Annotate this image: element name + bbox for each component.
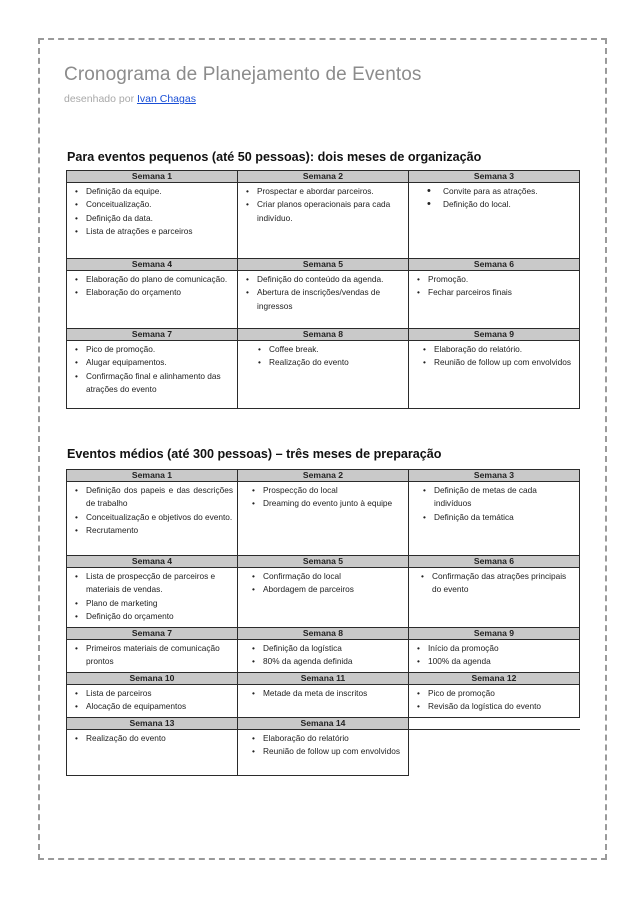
week-cell [238, 568, 409, 628]
task-item: • Recrutamento [71, 524, 233, 537]
week-header: Semana 2 [238, 470, 409, 482]
task-item: • Elaboração do orçamento [71, 286, 233, 299]
week-header: Semana 5 [238, 556, 409, 568]
task-item: • Definição do conteúdo da agenda. [242, 273, 404, 286]
task-item: • Definição de metas de cada indivíduos [419, 484, 575, 511]
task-item: • Reunião de follow up com envolvidos [419, 356, 575, 369]
task-item: • Confirmação das atrações principais do evento [417, 570, 575, 597]
small-events-table [66, 170, 580, 409]
week-cell [238, 482, 409, 556]
week-header: Semana 1 [67, 171, 238, 183]
task-item: • Alocação de equipamentos [71, 700, 233, 713]
week-header: Semana 2 [238, 171, 409, 183]
task-item: • Coffee break. [254, 343, 404, 356]
week-header: Semana 7 [67, 329, 238, 341]
author-link[interactable]: Ivan Chagas [136, 93, 196, 105]
week-header: Semana 1 [67, 470, 238, 482]
task-item: • 80% da agenda definida [248, 655, 404, 668]
week-header: Semana 13 [67, 718, 238, 730]
table-row [67, 640, 580, 673]
week-cell [67, 685, 238, 718]
week-header: Semana 4 [67, 556, 238, 568]
document-title: Cronograma de Planejamento de Eventos [64, 64, 422, 85]
small-events-title: Para eventos pequenos (até 50 pessoas): dois meses de organização [67, 150, 482, 164]
week-cell [409, 568, 580, 628]
task-item: • Elaboração do plano de comunicação. [71, 273, 233, 286]
week-cell [409, 640, 580, 673]
task-item: • Definição do local. [413, 198, 575, 211]
week-cell [409, 271, 580, 329]
week-cell [238, 640, 409, 673]
week-cell [67, 730, 238, 776]
table-row [67, 730, 580, 776]
task-item: • Início da promoção [413, 642, 575, 655]
task-item: • 100% da agenda [413, 655, 575, 668]
table-row [67, 271, 580, 329]
task-item: • Lista de atrações e parceiros [71, 225, 233, 238]
task-item: • Lista de parceiros [71, 687, 233, 700]
week-cell [238, 341, 409, 409]
task-item: • Reunião de follow up com envolvidos [248, 745, 404, 758]
task-item: • Abertura de inscrições/vendas de ingressos [242, 286, 404, 313]
table-row [67, 482, 580, 556]
table-header-row [67, 329, 580, 341]
week-cell [409, 685, 580, 718]
week-header: Semana 6 [409, 556, 580, 568]
table-row [67, 685, 580, 718]
week-cell [238, 730, 409, 776]
task-item: • Definição da logística [248, 642, 404, 655]
task-item: • Alugar equipamentos. [71, 356, 233, 369]
table-header-row [67, 628, 580, 640]
week-header: Semana 4 [67, 259, 238, 271]
task-item: • Pico de promoção [413, 687, 575, 700]
task-item: • Realização do evento [254, 356, 404, 369]
week-cell [238, 183, 409, 259]
table-header-row [67, 556, 580, 568]
week-cell [409, 183, 580, 259]
table-row [67, 183, 580, 259]
week-cell [67, 271, 238, 329]
week-cell [67, 640, 238, 673]
task-item: • Primeiros materiais de comunicação prontos [71, 642, 233, 669]
table-row [67, 341, 580, 409]
week-cell [238, 271, 409, 329]
task-item: • Metade da meta de inscritos [248, 687, 404, 700]
empty-cell [409, 718, 580, 730]
task-item: • Definição da equipe. [71, 185, 233, 198]
week-header: Semana 11 [238, 673, 409, 685]
byline-prefix: desenhado por [64, 93, 135, 105]
byline [64, 93, 196, 105]
task-item: • Elaboração do relatório [248, 732, 404, 745]
medium-events-title: Eventos médios (até 300 pessoas) – três meses de preparação [67, 447, 442, 461]
table-header-row [67, 470, 580, 482]
week-cell [409, 482, 580, 556]
task-item: • Prospectar e abordar parceiros. [242, 185, 404, 198]
task-item: • Elaboração do relatório. [419, 343, 575, 356]
task-item: • Dreaming do evento junto à equipe [248, 497, 404, 510]
task-item: • Convite para as atrações. [413, 185, 575, 198]
week-cell [67, 341, 238, 409]
week-header: Semana 9 [409, 628, 580, 640]
week-cell [67, 183, 238, 259]
table-header-row [67, 259, 580, 271]
task-item: • Definição dos papeis e das descrições de trabalho [71, 484, 233, 511]
week-header: Semana 10 [67, 673, 238, 685]
task-item: • Conceitualização. [71, 198, 233, 211]
task-item: • Realização do evento [71, 732, 233, 745]
table-row [67, 568, 580, 628]
task-item: • Promoção. [413, 273, 575, 286]
week-header: Semana 8 [238, 329, 409, 341]
empty-cell [409, 730, 580, 776]
task-item: • Definição da temática [419, 511, 575, 524]
task-item: • Confirmação final e alinhamento das atrações do evento [71, 370, 233, 397]
task-item: • Plano de marketing [71, 597, 233, 610]
medium-events-table [66, 469, 580, 776]
week-header: Semana 8 [238, 628, 409, 640]
week-cell [67, 482, 238, 556]
week-header: Semana 7 [67, 628, 238, 640]
task-item: • Fechar parceiros finais [413, 286, 575, 299]
week-header: Semana 6 [409, 259, 580, 271]
task-item: • Definição do orçamento [71, 610, 233, 623]
week-header: Semana 5 [238, 259, 409, 271]
table-header-row [67, 673, 580, 685]
table-header-row [67, 171, 580, 183]
week-header: Semana 3 [409, 171, 580, 183]
week-cell [238, 685, 409, 718]
week-header: Semana 12 [409, 673, 580, 685]
week-cell [409, 341, 580, 409]
task-item: • Abordagem de parceiros [248, 583, 404, 596]
task-item: • Definição da data. [71, 212, 233, 225]
week-cell [67, 568, 238, 628]
task-item: • Criar planos operacionais para cada indivíduo. [242, 198, 404, 225]
week-header: Semana 3 [409, 470, 580, 482]
task-item: • Pico de promoção. [71, 343, 233, 356]
task-item: • Lista de prospecção de parceiros e materiais de vendas. [71, 570, 233, 597]
task-item: • Confirmação do local [248, 570, 404, 583]
week-header: Semana 9 [409, 329, 580, 341]
table-header-row [67, 718, 580, 730]
task-item: • Revisão da logística do evento [413, 700, 575, 713]
task-item: • Conceitualização e objetivos do evento. [71, 511, 233, 524]
week-header: Semana 14 [238, 718, 409, 730]
task-item: • Prospecção do local [248, 484, 404, 497]
